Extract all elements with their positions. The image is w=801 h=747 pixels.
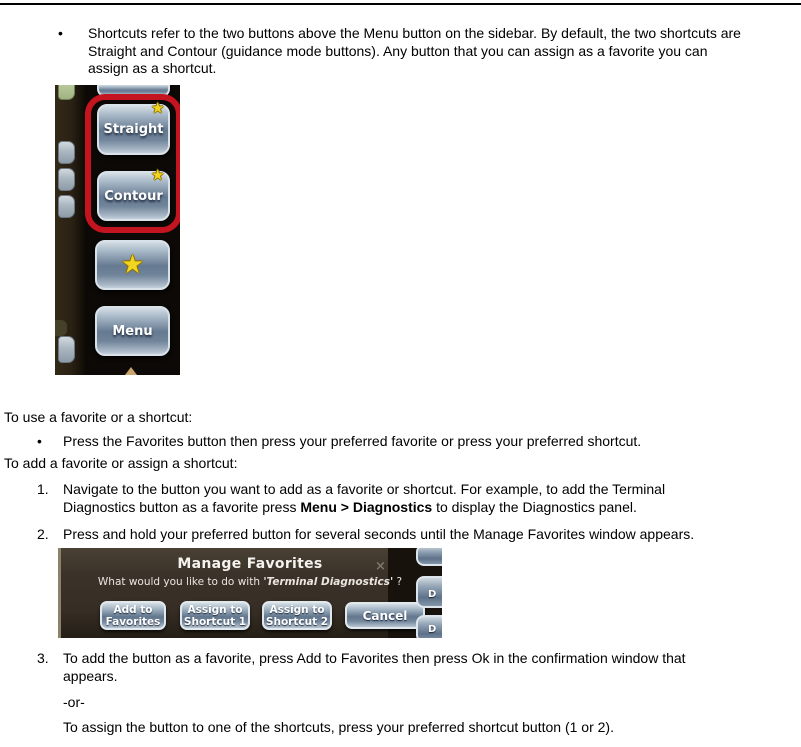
step-3-alt-line: To assign the button to one of the shortcuts, press your preferred shortcut button (1 or 2). [63, 719, 614, 735]
close-icon: × [375, 559, 386, 574]
step-3-line: To add the button as a favorite, press Add to Favorites then press Ok in the confirmation window that [63, 650, 686, 666]
partial-button-letter: D [428, 624, 437, 635]
menu-button [95, 306, 170, 356]
step-3-text [63, 650, 773, 685]
step-2-text: Press and hold your preferred button for several seconds until the Manage Favorites window appears. [63, 526, 695, 542]
cursor-triangle [125, 367, 137, 375]
dialog-left-edge [58, 548, 61, 638]
menu-diagnostics-bold: Menu > Diagnostics [300, 498, 433, 515]
step-number: 1. [37, 481, 49, 497]
left-tab [55, 320, 67, 336]
favorites-button [95, 240, 170, 290]
step-1-line: Navigate to the button you want to add as a favorite or shortcut. For example, to add the Terminal [63, 481, 666, 497]
partial-background-button [416, 615, 442, 638]
assign-shortcut-2-button: Assign to Shortcut 2 [262, 601, 332, 630]
star-icon: ★ [151, 100, 165, 117]
dialog-question: What would you like to do with 'Terminal Diagnostics' ? [97, 576, 403, 588]
star-icon: ★ [151, 167, 165, 184]
left-tab [58, 336, 75, 363]
straight-button-label: Straight [103, 122, 164, 137]
terminal-diagnostics-name: 'Terminal Diagnostics' [263, 576, 394, 588]
bullet-icon: • [37, 433, 42, 449]
add-heading: To add a favorite or assign a shortcut: [4, 455, 238, 471]
left-tab [58, 141, 75, 164]
use-bullet-item: Press the Favorites button then press your preferred favorite or press your preferred shortcut. [63, 433, 642, 449]
intro-line: assign as a shortcut. [88, 60, 217, 76]
left-tab [58, 85, 75, 100]
step-3-line: appears. [63, 667, 118, 684]
partial-button-letter: D [428, 589, 437, 600]
step-number: 2. [37, 526, 49, 542]
intro-line: Shortcuts refer to the two buttons above the Menu button on the sidebar. By default, the two shortcuts are [88, 25, 741, 41]
or-separator: -or- [63, 694, 85, 710]
left-tab [58, 168, 75, 191]
use-heading: To use a favorite or a shortcut: [4, 409, 193, 425]
step-1-line: Diagnostics button as a favorite press Menu > Diagnostics to display the Diagnostics panel. [63, 498, 637, 515]
manage-favorites-screenshot [58, 548, 442, 638]
intro-paragraph [88, 25, 788, 78]
step-1-text [63, 481, 773, 516]
cancel-button: Cancel [345, 602, 425, 629]
left-tab [58, 195, 75, 218]
partial-background-button [416, 548, 442, 566]
step-number: 3. [37, 650, 49, 666]
add-to-favorites-button: Add to Favorites [100, 601, 166, 630]
partial-background-button [416, 576, 442, 608]
dialog-title: Manage Favorites [177, 556, 323, 572]
bullet-icon: • [58, 25, 63, 41]
assign-shortcut-1-button: Assign to Shortcut 1 [180, 601, 250, 630]
menu-button-label: Menu [112, 323, 153, 339]
star-icon: ★ [120, 250, 145, 280]
contour-button-label: Contour [104, 188, 163, 204]
page-top-divider [0, 3, 801, 5]
sidebar-screenshot [55, 85, 180, 375]
intro-line: Straight and Contour (guidance mode buttons). Any button that you can assign as a favorite you can [88, 42, 708, 59]
